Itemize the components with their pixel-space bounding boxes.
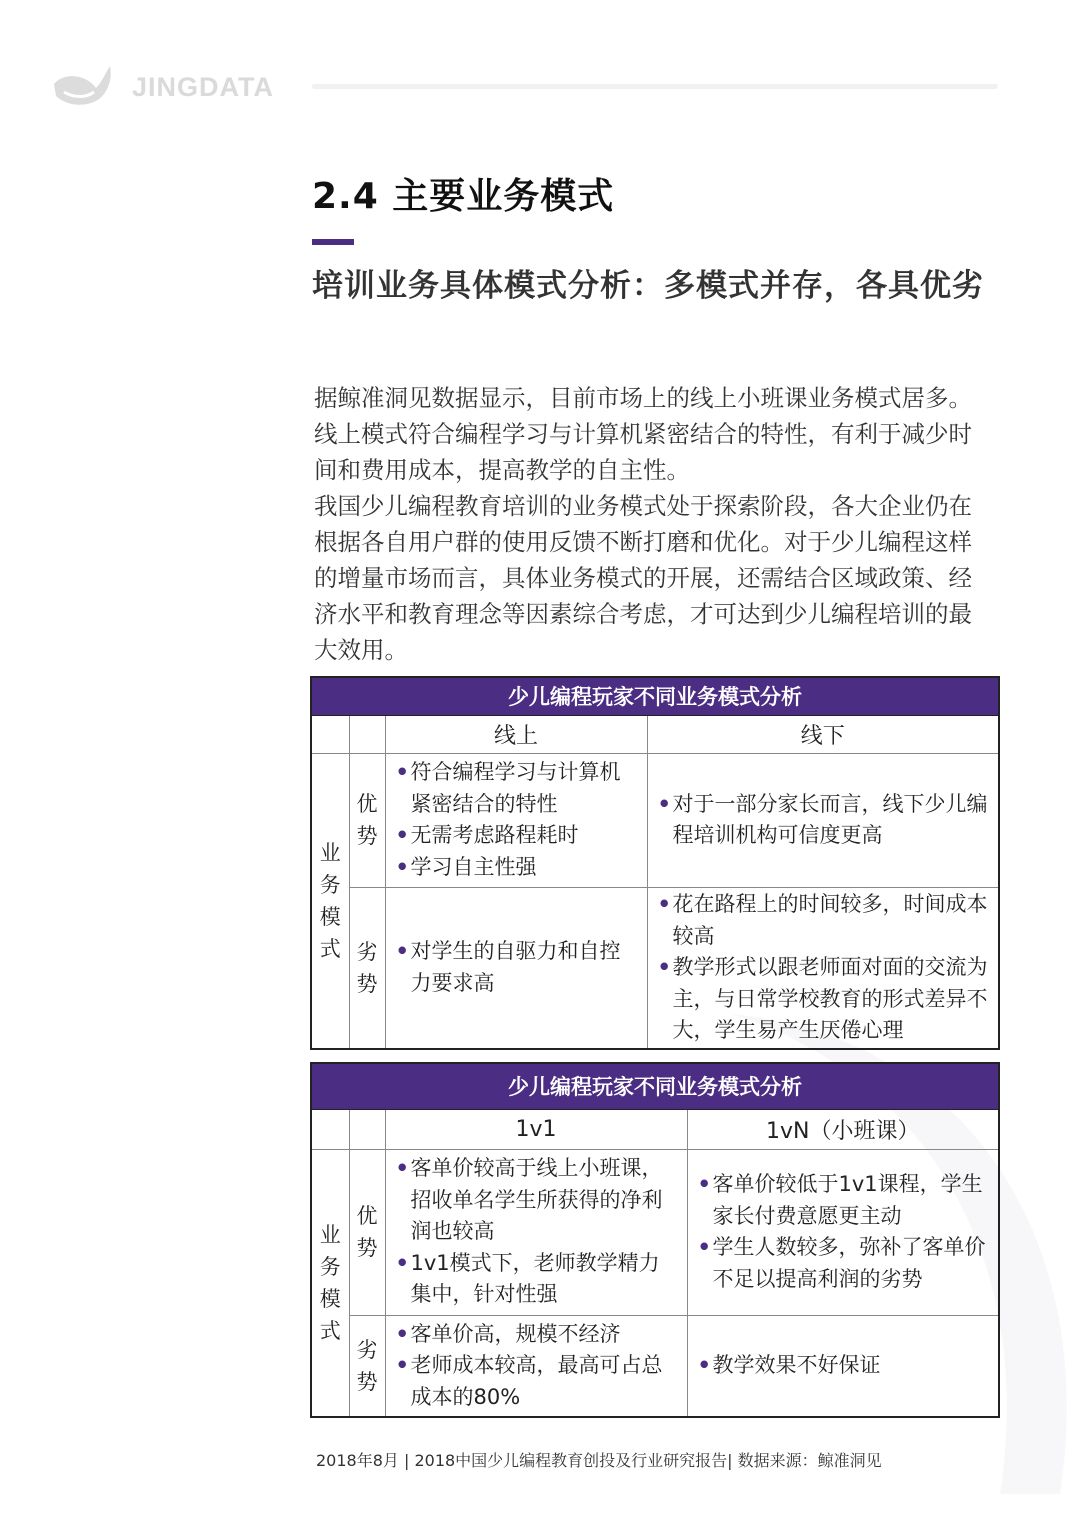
header-divider — [312, 84, 998, 89]
list-item: • 教学效果不好保证 — [696, 1350, 989, 1382]
page-footer: 2018年8月 | 2018中国少儿编程教育创投及行业研究报告| 数据来源：鲸准洞见 — [316, 1451, 882, 1470]
online-advantages-cell — [385, 753, 647, 887]
list-item: • 学习自主性强 — [394, 852, 637, 884]
disadvantage-label: 劣势 — [349, 887, 385, 1049]
column-header-1vn: 1vN（小班课） — [687, 1109, 999, 1149]
table-caption: 少儿编程玩家不同业务模式分析 — [311, 1063, 999, 1109]
row-group-label: 业务模式 — [311, 1149, 349, 1417]
1v1-1vn-comparison-table — [310, 1062, 1000, 1418]
1v1-disadvantages-cell — [385, 1315, 687, 1417]
offline-disadvantages-cell — [647, 887, 999, 1049]
offline-advantages-cell — [647, 753, 999, 887]
list-item: • 符合编程学习与计算机紧密结合的特性 — [394, 757, 637, 820]
list-item: • 花在路程上的时间较多，时间成本较高 — [656, 889, 989, 952]
online-offline-comparison-table — [310, 676, 1000, 1050]
list-item: • 客单价较低于1v1课程，学生家长付费意愿更主动 — [696, 1169, 989, 1232]
header-blank-cell — [311, 1109, 349, 1149]
body-text — [314, 380, 994, 668]
disadvantage-label: 劣势 — [349, 1315, 385, 1417]
title-accent-bar — [312, 239, 354, 245]
section-title: 2.4 主要业务模式 — [312, 176, 615, 217]
table-caption: 少儿编程玩家不同业务模式分析 — [311, 677, 999, 715]
paragraph: 据鲸准洞见数据显示，目前市场上的线上小班课业务模式居多。线上模式符合编程学习与计算机紧密结合的特性，有利于减少时间和费用成本，提高教学的自主性。 — [314, 384, 972, 484]
list-item: • 客单价高，规模不经济 — [394, 1319, 677, 1351]
column-header-offline: 线下 — [647, 715, 999, 753]
list-item: • 老师成本较高，最高可占总成本的80% — [394, 1350, 677, 1413]
online-disadvantages-cell — [385, 887, 647, 1049]
list-item: • 对学生的自驱力和自控力要求高 — [394, 936, 637, 999]
1vn-disadvantages-cell — [687, 1315, 999, 1417]
section-subtitle: 培训业务具体模式分析：多模式并存，各具优劣 — [312, 268, 984, 304]
paragraph: 我国少儿编程教育培训的业务模式处于探索阶段，各大企业仍在根据各自用户群的使用反馈不断打磨和优化。对于少儿编程这样的增量市场而言，具体业务模式的开展，还需结合区域政策、经济水平和教育理念等因素综合考虑，才可达到少儿编程培训的最大效用。 — [314, 492, 972, 664]
1vn-advantages-cell — [687, 1149, 999, 1315]
list-item: • 学生人数较多，弥补了客单价不足以提高利润的劣势 — [696, 1232, 989, 1295]
list-item: • 教学形式以跟老师面对面的交流为主，与日常学校教育的形式差异不大，学生易产生厌倦心理 — [656, 952, 989, 1047]
list-item: • 1v1模式下，老师教学精力集中，针对性强 — [394, 1248, 677, 1311]
whale-logo-icon — [50, 62, 120, 112]
header-blank-cell — [311, 715, 349, 753]
page-header — [50, 62, 1000, 116]
list-item: • 对于一部分家长而言，线下少儿编程培训机构可信度更高 — [656, 789, 989, 852]
1v1-advantages-cell — [385, 1149, 687, 1315]
column-header-online: 线上 — [385, 715, 647, 753]
advantage-label: 优势 — [349, 1149, 385, 1315]
list-item: • 无需考虑路程耗时 — [394, 820, 637, 852]
logo-text: JINGDATA — [132, 72, 274, 102]
list-item: • 客单价较高于线上小班课，招收单名学生所获得的净利润也较高 — [394, 1153, 677, 1248]
header-blank-cell — [349, 1109, 385, 1149]
column-header-1v1: 1v1 — [385, 1109, 687, 1149]
row-group-label: 业务模式 — [311, 753, 349, 1049]
advantage-label: 优势 — [349, 753, 385, 887]
header-blank-cell — [349, 715, 385, 753]
